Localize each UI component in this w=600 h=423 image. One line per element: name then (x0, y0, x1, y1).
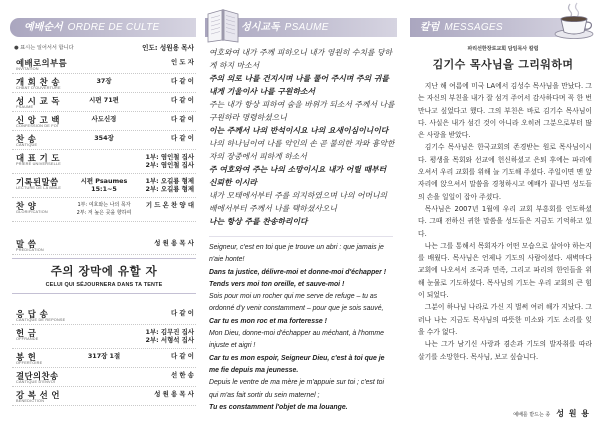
item-label: 강 복 선 언 (16, 390, 60, 400)
worship-order-row (12, 349, 196, 368)
item-detail-line: 317장 1절 (87, 351, 121, 360)
item-label-fr: OFFRANDE (16, 337, 39, 342)
item-leader-line: 인 도 자 (171, 57, 194, 66)
signature-name: 성 원 용 (556, 409, 590, 418)
item-leader (132, 58, 194, 67)
item-label: 헌 금 (16, 328, 37, 338)
column-paragraph: 나는 그를 통해서 목회자가 어떤 모습으로 살아야 하는지를 배웠다. 목사님은 언제나 기도의 사람이셨다. 새벽마다 교회에 나오셔서 조국과 민족, 그리고 파리의 한인들을 위해 눈물로 기도하셨다. 목사님의 기도는 우리 교회의 큰 힘이 되었다. (418, 241, 592, 300)
psalm-verse-ko: 주는 내가 항상 피하여 숨을 바위가 되소서 주께서 나를 구원하라 명령하셨으니 (209, 100, 395, 122)
worship-order-row (12, 55, 196, 74)
item-detail (72, 115, 136, 124)
item-leader (132, 153, 194, 170)
messages-column (410, 0, 596, 423)
order-list-after-sermon (12, 306, 196, 406)
column-title: 김기수 목사님을 그리워하며 (432, 58, 574, 71)
item-label: 신 앙 고 백 (16, 115, 60, 125)
item-label: 대 표 기 도 (16, 153, 60, 163)
item-label-fr: CONFESSION DE FOI (16, 124, 59, 129)
item-label-fr: PREDICATION (16, 248, 44, 253)
psalm-header-ko: 성시교독 (241, 22, 280, 33)
item-detail (72, 177, 136, 194)
item-label-fr: PSAUME (16, 105, 34, 110)
column-signature (513, 401, 590, 420)
item-label-fr: CANTIQUE (16, 143, 38, 148)
sermon-title-box (12, 258, 196, 294)
item-detail (72, 352, 136, 361)
item-leader (132, 239, 194, 248)
item-leader (132, 115, 194, 124)
item-leader-line: 다 같 이 (171, 351, 194, 360)
item-label: 기록된말씀 (16, 177, 59, 187)
sermon-title-fr: CELUI QUI SÉJOURNERA DANS TA TENTE (45, 282, 163, 288)
worship-order-row (12, 174, 196, 198)
item-leader-line: 다 같 이 (171, 76, 194, 85)
item-leader-line: 2부: 염인철 집사 (145, 161, 194, 169)
worship-order-row (12, 93, 196, 112)
item-leader (132, 134, 194, 143)
item-label-fr: OFFERTOIRE (16, 361, 43, 366)
psalm-verse-fr: Dans ta justice, délivre-moi et donne-moi d'échapper ! Tends vers moi ton oreille, et sauve-moi ! (209, 268, 387, 288)
column-kicker: 파리선한장로교회 담임목사 칼럼 (467, 46, 539, 52)
item-detail-line: 2부: 저 높은 곳을 향하여 (76, 210, 132, 216)
item-leader-line: 선 한 송 (171, 370, 194, 379)
item-leader (132, 352, 194, 361)
item-label: 예배로의부름 (16, 58, 67, 68)
item-leader-line: 기 드 온 찬 양 대 (145, 200, 194, 209)
item-detail-line: 37장 (96, 76, 112, 85)
signature-prefix: 예배를 받드는 종 (513, 412, 551, 418)
item-label: 찬 송 (16, 134, 37, 144)
item-label: 결단의찬송 (16, 371, 59, 381)
item-leader (132, 371, 194, 380)
column-paragraph: 지난 해 여름에 미국 LA에서 김성수 목사님을 만났다. 그는 자신의 부친을 내가 잘 섬겨 주어서 감사하다며 꼭 한 번 만나고 싶었다고 했다. 그의 부친은 바로 김기수 목사님이다. 사실은 내가 섬긴 것이 아니라 오히려 그분으로부터 많은 사랑을 받았다. (418, 82, 592, 140)
psalm-divider (209, 236, 393, 237)
worship-order-row (12, 74, 196, 93)
sermon-title: 주의 장막에 유할 자 (50, 264, 158, 278)
messages-header-ko: 칼럼 (420, 22, 440, 33)
item-leader (132, 309, 194, 318)
item-leader (132, 390, 194, 399)
item-label-fr: GLORIFICATION (16, 210, 48, 215)
psalm-verse-ko: 이는 주께서 나의 반석이시요 나의 요새이심이니이다 (209, 126, 389, 135)
item-leader-line: 다 같 이 (171, 133, 194, 142)
item-leader (132, 177, 194, 194)
coffee-cup-icon (552, 0, 596, 40)
item-leader-line: 2부: 오길룡 형제 (145, 185, 194, 193)
worship-order-row (12, 306, 196, 325)
psalm-verse-fr: Sois pour moi un rocher qui me serve de refuge – tu as ordonné d'y venir constamment – pour que je sois sauvé, (209, 293, 384, 313)
item-detail-line: 사도신경 (91, 114, 117, 123)
worship-leader: 인도: 성원용 목사 (142, 44, 194, 52)
psalm-verse-ko: 주 여호와여 주는 나의 소망이시요 내가 어릴 때부터 신뢰한 이시라 (209, 165, 387, 187)
item-label-fr: CANTIQUE D'ENVOI (16, 380, 56, 385)
worship-order-row (12, 387, 196, 406)
item-leader-line: 2부: 서형석 집사 (145, 336, 194, 344)
psalm-verse-ko: 나의 하나님이여 나를 악인의 손 곧 불의한 자와 흉악한 자의 장중에서 피하게 하소서 (209, 139, 395, 161)
item-detail-line: 시편 Psaumes (80, 176, 128, 185)
order-list (12, 55, 196, 406)
item-label: 찬 양 (16, 201, 37, 211)
psalm-verse-fr: Tu es constamment l'objet de ma louange. (209, 403, 348, 411)
worship-order-row (12, 112, 196, 131)
item-label: 말 씀 (16, 239, 37, 249)
psalm-verse-fr: Mon Dieu, donne-moi d'échapper au méchant, à l'homme injuste et aigri ! (209, 330, 384, 350)
order-of-worship-column (10, 0, 196, 423)
worship-order-row (12, 325, 196, 349)
item-leader-line: 1부: 오길룡 형제 (145, 176, 194, 185)
item-leader-line: 성 원 용 목 사 (154, 238, 194, 247)
psalm-verse-ko: 나는 항상 주를 찬송하리이다 (209, 217, 308, 226)
item-label-fr: CANTIQUE DE REPONSE (16, 318, 66, 323)
order-header-banner (10, 18, 196, 37)
item-label: 봉 헌 (16, 352, 37, 362)
psalm-column (205, 0, 397, 423)
order-list-before-sermon (12, 55, 196, 222)
column-paragraph: 그분이 하나님 나라로 가신 지 벌써 여러 해가 지났다. 그러나 나는 지금도 목사님의 따뜻한 미소와 기도 소리를 잊을 수가 없다. (418, 303, 592, 336)
item-leader-line: 성 원 용 목 사 (154, 389, 194, 398)
item-leader (132, 77, 194, 86)
psalm-verse-ko: 여호와여 내가 주께 피하오니 내가 영원히 수치를 당하게 하지 마소서 (209, 48, 393, 70)
item-leader-line: 1부: 김무진 집사 (145, 327, 194, 336)
column-paragraph: 나는 그가 남기신 사랑과 겸손과 기도의 발자취를 따라 살기를 소망한다. 목사님, 보고 싶습니다. (418, 340, 592, 361)
worship-order-row (12, 368, 196, 387)
open-book-icon (205, 2, 241, 44)
column-body (418, 80, 592, 398)
item-label: 성 시 교 독 (16, 96, 60, 106)
item-leader-line: 다 같 이 (171, 114, 194, 123)
item-detail-line: 354장 (94, 133, 114, 142)
column-paragraph: 목사님은 2007년 1월에 우리 교회 부흥회를 인도하셨다. 그때 전하신 귀한 말씀을 성도들은 지금도 기억하고 있다. (418, 204, 592, 238)
standing-note: ● 표시는 일어서서 합니다 (14, 45, 74, 51)
item-detail-line: 시편 71편 (89, 95, 119, 104)
psalm-verse-fr: Car tu es mon espoir, Seigneur Dieu, c'est à toi que je me fie depuis ma jeunesse. (209, 354, 385, 374)
order-header-fr: ORDRE DE CULTE (67, 22, 160, 33)
item-label-fr: INVITATION (16, 67, 39, 72)
item-detail (72, 201, 136, 218)
item-detail (72, 96, 136, 105)
worship-order-row (12, 198, 196, 222)
item-detail (72, 134, 136, 143)
worship-order-row (12, 150, 196, 174)
item-leader (132, 328, 194, 345)
item-leader-line: 다 같 이 (171, 95, 194, 104)
item-label-fr: CHANT D'OUVERTURE (16, 86, 61, 91)
item-leader (132, 96, 194, 105)
item-label: 개 회 찬 송 (16, 77, 60, 87)
item-detail-line: 1부: 여호와는 나의 목자 (77, 201, 131, 208)
messages-header-fr: MESSAGES (444, 22, 503, 33)
item-leader (132, 201, 194, 210)
psalm-verse-ko: 주의 의로 나를 건지시며 나를 풀어 주시며 주의 귀를 내게 기울이사 나를 구원하소서 (209, 74, 389, 96)
item-detail (72, 77, 136, 86)
order-item-sermon (12, 236, 196, 255)
column-paragraph: 김기수 목사님은 한국교회의 존경받는 원로 목사님이시다. 평생을 목회와 선교에 헌신하셨고 은퇴 후에는 파리에 오셔서 우리 교회를 위해 늘 기도해 주셨다. 주일이면 맨 앞자리에 앉으셔서 말씀을 경청하시고 예배가 끝나면 성도들의 손을 일일이 잡아 주셨다. (418, 143, 592, 201)
psalm-header-fr: PSAUME (284, 22, 329, 33)
psalm-french-text (209, 242, 395, 416)
item-detail-line: 15:1~5 (91, 185, 117, 193)
worship-order-row (12, 131, 196, 150)
item-leader-line: 1부: 염인철 집사 (145, 152, 194, 161)
psalm-verse-fr: Depuis le ventre de ma mère je m'appuie sur toi ; c'est toi qui m'as fait sortir du sein maternel ; (209, 379, 384, 399)
item-label-fr: BENEDICTION (16, 399, 45, 404)
psalm-verse-fr: Seigneur, c'est en toi que je trouve un abri : que jamais je n'aie honte! (209, 244, 384, 264)
item-label: 응 답 송 (16, 309, 49, 319)
psalm-verse-fr: Car tu es mon roc et ma forteresse ! (209, 317, 327, 325)
item-label-fr: PRIERE UNIVERSELLE (16, 162, 61, 167)
item-label-fr: LECTURE DE LA BIBLE (16, 186, 62, 191)
psalm-verse-ko: 내가 모태에서부터 주를 의지하였으며 나의 어머니의 배에서부터 주께서 나를 택하셨사오니 (209, 191, 388, 213)
psalm-korean-text (209, 46, 395, 232)
item-leader-line: 다 같 이 (171, 308, 194, 317)
order-header-ko: 예배순서 (24, 22, 63, 33)
